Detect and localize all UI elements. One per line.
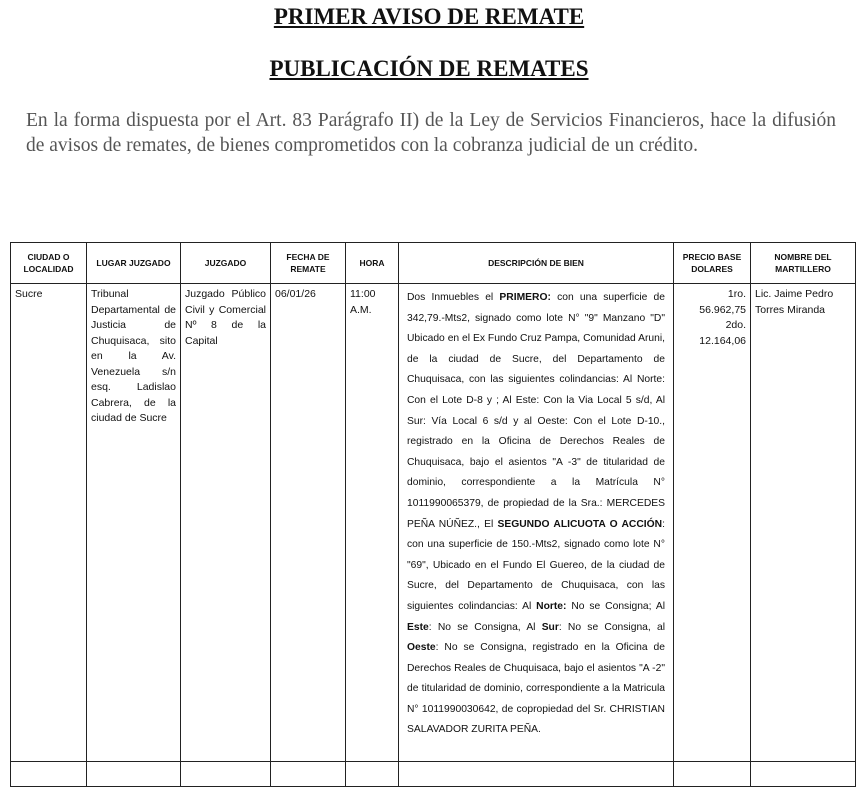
document-subtitle: PUBLICACIÓN DE REMATES [269, 56, 589, 81]
cell-lugar: Tribunal Departamental de Justicia de Chuquisaca, sito en la Av. Venezuela s/n esq. Ladislao Cabrera, de la ciudad de Sucre [87, 284, 181, 762]
auction-table [10, 242, 856, 787]
description-segment: : No se Consigna, registrado en la Oficina de Derechos Reales de Chuquisaca, bajo el asientos "A -2" de titularidad de dominio, correspondiente a la Matricula N° 1011990030642, de copropiedad del Sr. CHRISTIAN SALAVADOR ZURITA PEÑA. [407, 642, 665, 736]
empty-cell [11, 762, 87, 787]
description-segment: : No se Consigna, al [558, 621, 665, 633]
description-segment: No se Consigna; Al [566, 600, 665, 612]
description-segment: con una superficie de 342,79.-Mts2, signado como lote N° "9" Manzano "D" Ubicado en el Ex Fundo Cruz Pampa, Comunidad Aruni, de la ciudad de Sucre, del Departamento de Chuquisaca, con las siguientes colindancias: Al Norte: Con el Lote D-8 y ; Al Este: Con la Via Local 5 s/d, Al Sur: Vía Local 6 s/d y al Oeste: Con el Lote D-10., registrado en la Oficina de Derechos Reales de Chuquisaca, bajo el asientos "A -3" de titularidad de dominio, correspondiente a la Matrícula N° 1011990065379, de propiedad de la Sra.: MERCEDES PEÑA NÚÑEZ., El [407, 292, 665, 530]
empty-row [11, 762, 856, 787]
description-bold-segment: SEGUNDO ALICUOTA O ACCIÓN [497, 518, 663, 530]
empty-cell [399, 762, 674, 787]
cell-fecha: 06/01/26 [271, 284, 346, 762]
header-fecha: FECHA DE REMATE [271, 243, 346, 284]
precio-label-1: 1ro. [727, 288, 746, 300]
precio-label-2: 2do. [725, 319, 746, 331]
cell-juzgado: Juzgado Público Civil y Comercial Nº 8 de la Capital [181, 284, 271, 762]
description-bold-segment: Oeste [407, 642, 436, 654]
cell-martillero: Lic. Jaime Pedro Torres Miranda [751, 284, 856, 762]
description-bold-segment: Este [407, 621, 429, 633]
header-descripcion: DESCRIPCIÓN DE BIEN [399, 243, 674, 284]
description-segment: : con una superficie de 150.-Mts2, signado como lote N° "69", Ubicado en el Fundo El Guereo, de la ciudad de Sucre, del Departamento de Chuquisaca, con las siguientes colindancias: Al [407, 518, 665, 612]
empty-cell [271, 762, 346, 787]
header-lugar: LUGAR JUZGADO [87, 243, 181, 284]
table-row [11, 284, 856, 762]
header-juzgado: JUZGADO [181, 243, 271, 284]
description-bold-segment: Norte: [536, 600, 567, 612]
empty-cell [751, 762, 856, 787]
document-title: PRIMER AVISO DE REMATE [273, 4, 585, 29]
header-hora: HORA [346, 243, 399, 284]
empty-cell [346, 762, 399, 787]
empty-cell [674, 762, 751, 787]
description-bold-segment: Sur [541, 621, 559, 633]
empty-cell [181, 762, 271, 787]
description-segment: Dos Inmuebles el [407, 292, 500, 303]
precio-value-1: 56.962,75 [699, 303, 746, 316]
cell-descripcion [399, 284, 674, 762]
precio-value-2: 12.164,06 [699, 334, 746, 347]
cell-precio [674, 284, 751, 762]
header-precio: PRECIO BASE DOLARES [674, 243, 751, 284]
header-martillero: NOMBRE DEL MARTILLERO [751, 243, 856, 284]
empty-cell [87, 762, 181, 787]
header-ciudad: CIUDAD O LOCALIDAD [11, 243, 87, 284]
cell-hora: 11:00 A.M. [346, 284, 399, 762]
description-segment: : No se Consigna, Al [428, 621, 542, 633]
cell-ciudad: Sucre [11, 284, 87, 762]
intro-paragraph: En la forma dispuesta por el Art. 83 Parágrafo II) de la Ley de Servicios Financieros, hace la difusión de avisos de remates, de bienes comprometidos con la cobranza judicial de un crédito. [26, 110, 836, 156]
table-header-row [11, 243, 856, 284]
description-bold-segment: PRIMERO: [499, 292, 551, 303]
